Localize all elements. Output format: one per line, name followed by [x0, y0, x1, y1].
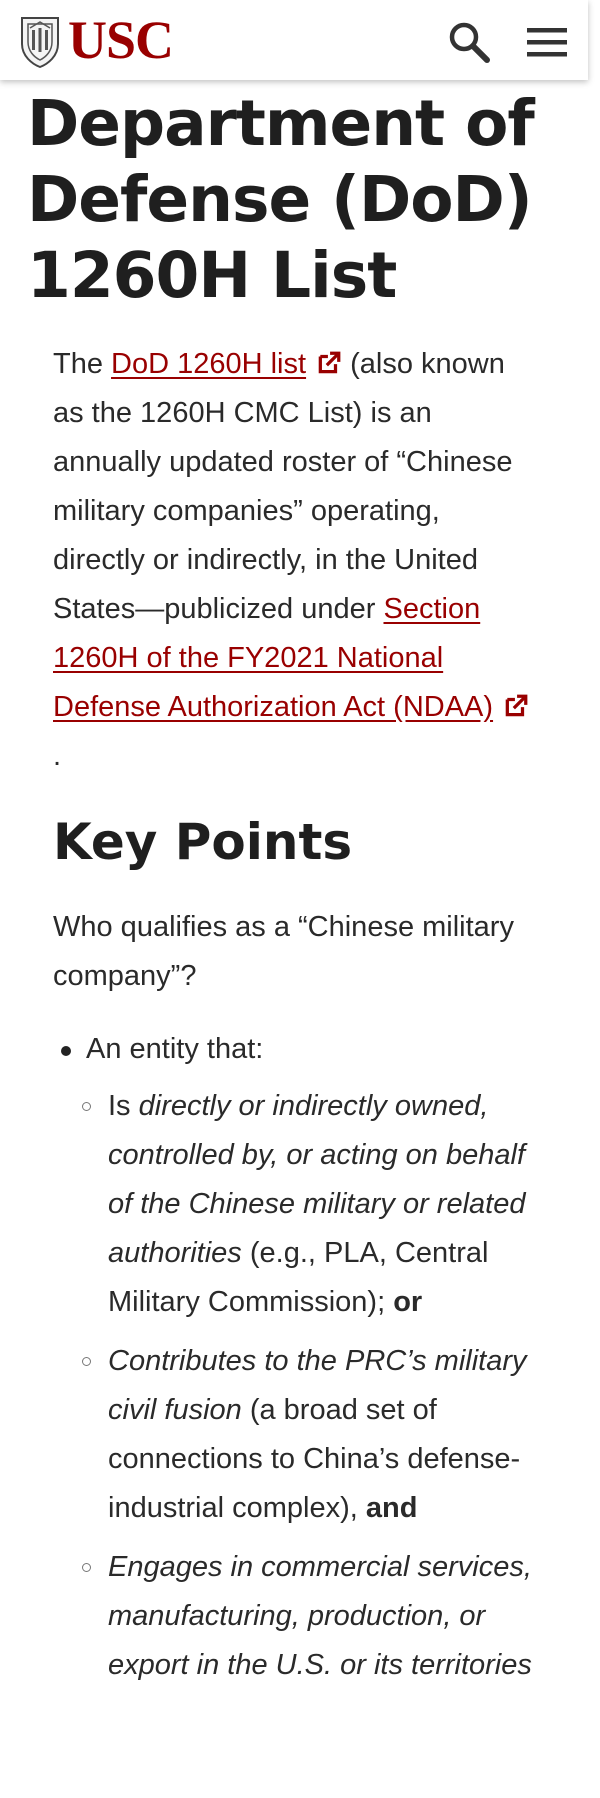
bullet-dot-icon: [61, 1046, 71, 1056]
usc-seal-icon[interactable]: [18, 14, 62, 68]
criteria-sublist: [86, 1082, 543, 1690]
bullet-ring-icon: [82, 1563, 91, 1572]
key-points-heading: Key Points: [53, 813, 353, 871]
usc-wordmark[interactable]: USC: [68, 10, 174, 70]
list-item: [86, 1337, 543, 1533]
dod-1260h-list-link-text[interactable]: DoD 1260H list: [111, 348, 307, 380]
site-header: [0, 0, 588, 80]
intro-text: .: [53, 740, 62, 772]
intro-paragraph: [53, 340, 533, 781]
dod-1260h-list-link[interactable]: [111, 348, 306, 380]
criterion-emphasis: directly or indirectly owned, controlled by, or acting on behalf of the Chinese military or related authorities: [108, 1090, 526, 1269]
qualification-question: Who qualifies as a “Chinese military company”?: [53, 911, 514, 992]
external-link-icon[interactable]: [503, 693, 529, 719]
list-item: [86, 1543, 543, 1690]
criterion-conjunction: or: [393, 1286, 423, 1318]
intro-text: (also known as the 1260H CMC List) is an annually updated roster of “Chinese military companies” operating, directly or indirectly, in the United States—publicized under: [53, 348, 513, 625]
criterion-text: (a broad set of connections to China’s defense-industrial complex),: [108, 1394, 521, 1524]
search-icon[interactable]: [447, 20, 491, 64]
section-1260h-ndaa-link-text[interactable]: Section 1260H of the FY2021 National Defense Authorization Act (NDAA): [53, 593, 494, 723]
list-item-label: An entity that:: [86, 1033, 264, 1065]
intro-text: The: [53, 348, 112, 380]
criterion-emphasis: Contributes to the PRC’s military civil fusion: [108, 1345, 527, 1426]
bullet-ring-icon: [82, 1102, 91, 1111]
hamburger-menu-icon[interactable]: [525, 22, 569, 62]
external-link-icon[interactable]: [316, 350, 342, 376]
criteria-list: [53, 1025, 543, 1700]
criterion-conjunction: and: [365, 1492, 418, 1524]
bullet-ring-icon: [82, 1357, 91, 1366]
list-item: [86, 1082, 543, 1327]
page-title: Department of Defense (DoD) 1260H List: [27, 87, 534, 312]
criterion-text: Is: [108, 1090, 139, 1122]
list-item: [53, 1025, 543, 1690]
criterion-text: (e.g., PLA, Central Military Commission);: [108, 1237, 489, 1318]
criterion-emphasis: Engages in commercial services, manufacturing, production, or export in the U.S. or its territories: [108, 1551, 532, 1681]
